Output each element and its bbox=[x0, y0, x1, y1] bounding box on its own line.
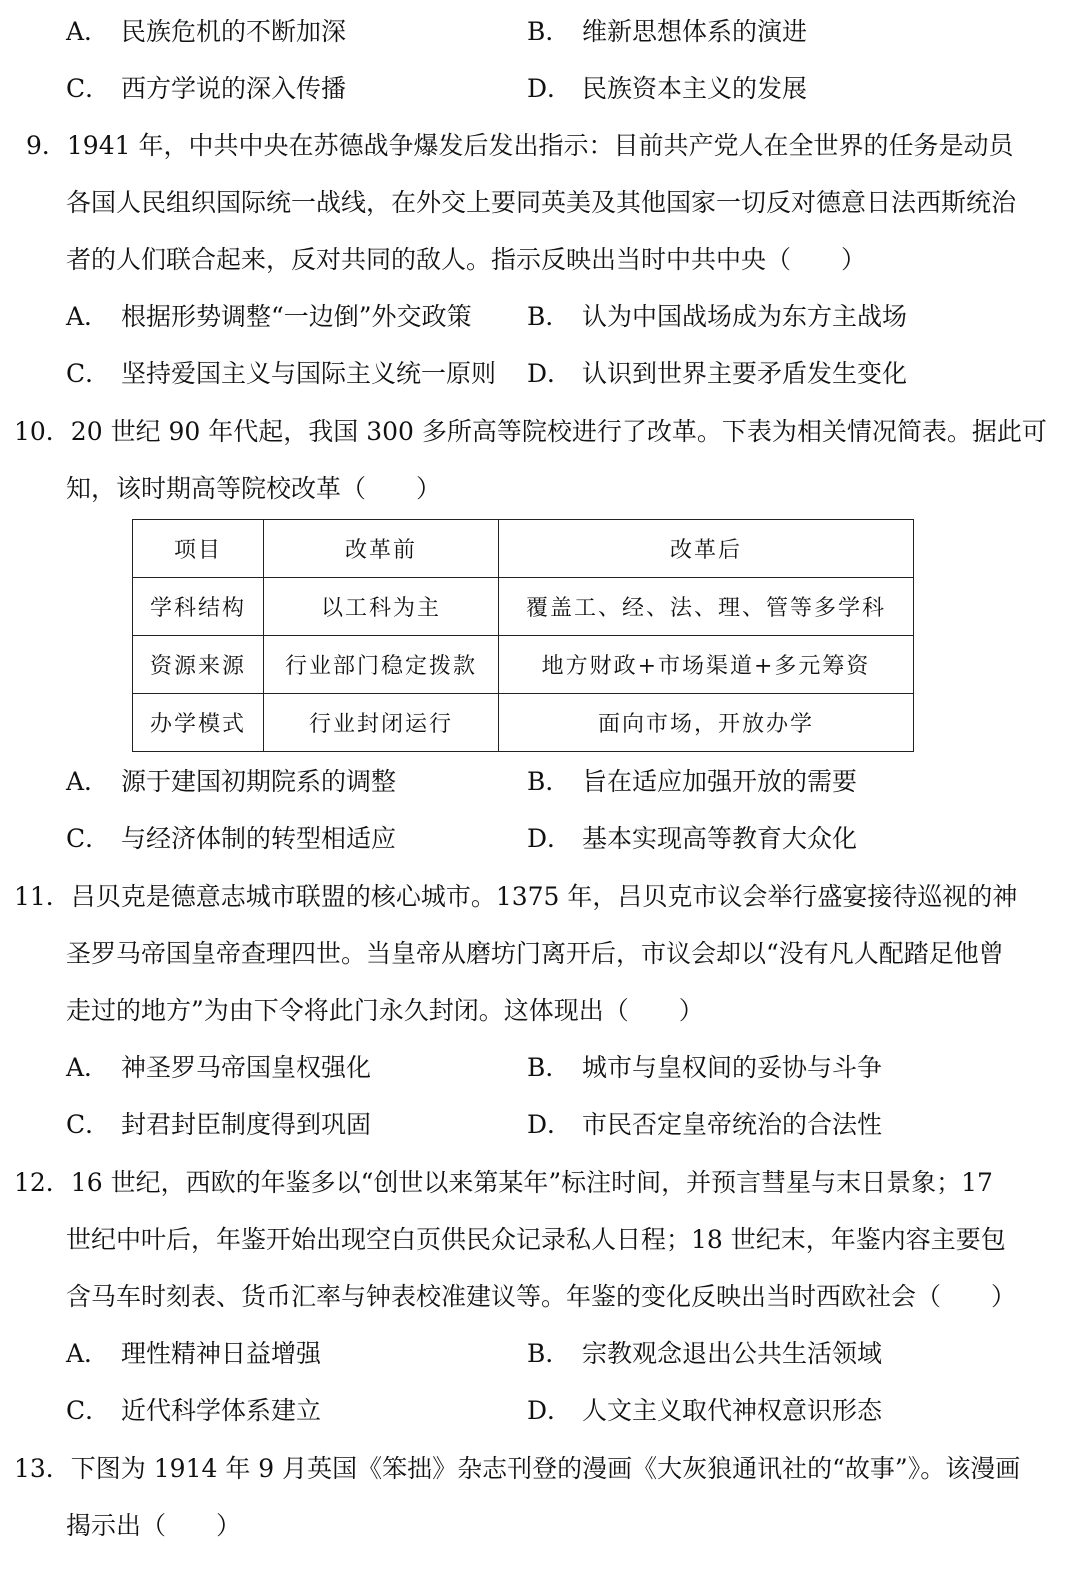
table-cell: 资源来源 bbox=[133, 636, 264, 694]
table-row bbox=[133, 636, 914, 694]
q10-option-b: B． 旨在适应加强开放的需要 bbox=[527, 767, 858, 796]
q12-option-d: D． 人文主义取代神权意识形态 bbox=[527, 1396, 883, 1425]
q12-option-a: A． 理性精神日益增强 bbox=[66, 1339, 322, 1368]
table-cell: 行业封闭运行 bbox=[264, 694, 499, 752]
q12-stem-line-2: 世纪中叶后，年鉴开始出现空白页供民众记录私人日程；18 世纪末，年鉴内容主要包 bbox=[66, 1225, 1006, 1254]
q10-option-a: A． 源于建国初期院系的调整 bbox=[66, 767, 397, 796]
q11-stem-line-3: 走过的地方”为由下令将此门永久封闭。这体现出（ ） bbox=[66, 996, 704, 1025]
q8-option-d: D． 民族资本主义的发展 bbox=[527, 74, 808, 103]
q8-option-c: C． 西方学说的深入传播 bbox=[66, 74, 347, 103]
table-row bbox=[133, 578, 914, 636]
q11-stem-line-2: 圣罗马帝国皇帝查理四世。当皇帝从磨坊门离开后，市议会却以“没有凡人配踏足他曾 bbox=[66, 939, 1004, 968]
table-row bbox=[133, 694, 914, 752]
q12-option-c: C． 近代科学体系建立 bbox=[66, 1396, 322, 1425]
q13-stem-line-2: 揭示出（ ） bbox=[66, 1511, 242, 1540]
q9-stem-line-3: 者的人们联合起来，反对共同的敌人。指示反映出当时中共中央（ ） bbox=[66, 245, 867, 274]
q9-option-a: A． 根据形势调整“一边倒”外交政策 bbox=[66, 302, 472, 331]
q9-option-c: C． 坚持爱国主义与国际主义统一原则 bbox=[66, 359, 497, 388]
q11-option-b: B． 城市与皇权间的妥协与斗争 bbox=[527, 1053, 883, 1082]
q9-option-b: B． 认为中国战场成为东方主战场 bbox=[527, 302, 908, 331]
table-cell: 地方财政+市场渠道+多元筹资 bbox=[499, 636, 914, 694]
table-cell: 行业部门稳定拨款 bbox=[264, 636, 499, 694]
q8-option-b: B． 维新思想体系的演进 bbox=[527, 17, 808, 46]
q9-stem-line-1: 9．1941 年，中共中央在苏德战争爆发后发出指示：目前共产党人在全世界的任务是动员 bbox=[26, 131, 1014, 160]
q10-stem-line-1: 10．20 世纪 90 年代起，我国 300 多所高等院校进行了改革。下表为相关情况简表。据此可 bbox=[14, 417, 1047, 446]
q11-stem-line-1: 11．吕贝克是德意志城市联盟的核心城市。1375 年，吕贝克市议会举行盛宴接待巡视的神 bbox=[14, 882, 1018, 911]
q13-stem-line-1: 13．下图为 1914 年 9 月英国《笨拙》杂志刊登的漫画《大灰狼通讯社的“故事”》。该漫画 bbox=[14, 1454, 1021, 1483]
table-cell: 以工科为主 bbox=[264, 578, 499, 636]
q11-option-d: D． 市民否定皇帝统治的合法性 bbox=[527, 1110, 883, 1139]
table-cell: 办学模式 bbox=[133, 694, 264, 752]
q10-option-d: D． 基本实现高等教育大众化 bbox=[527, 824, 858, 853]
table-header-cell: 改革前 bbox=[264, 520, 499, 578]
q11-option-c: C． 封君封臣制度得到巩固 bbox=[66, 1110, 372, 1139]
reform-table bbox=[132, 519, 914, 752]
table-cell: 面向市场，开放办学 bbox=[499, 694, 914, 752]
q9-option-d: D． 认识到世界主要矛盾发生变化 bbox=[527, 359, 908, 388]
table-header-cell: 项目 bbox=[133, 520, 264, 578]
q10-option-c: C． 与经济体制的转型相适应 bbox=[66, 824, 397, 853]
q12-stem-line-3: 含马车时刻表、货币汇率与钟表校准建议等。年鉴的变化反映出当时西欧社会（ ） bbox=[66, 1282, 1017, 1311]
q8-option-a: A． 民族危机的不断加深 bbox=[66, 17, 347, 46]
table-cell: 覆盖工、经、法、理、管等多学科 bbox=[499, 578, 914, 636]
table-cell: 学科结构 bbox=[133, 578, 264, 636]
q11-option-a: A． 神圣罗马帝国皇权强化 bbox=[66, 1053, 372, 1082]
table-header-cell: 改革后 bbox=[499, 520, 914, 578]
q12-option-b: B． 宗教观念退出公共生活领域 bbox=[527, 1339, 883, 1368]
q10-stem-line-2: 知，该时期高等院校改革（ ） bbox=[66, 474, 442, 503]
q9-stem-line-2: 各国人民组织国际统一战线，在外交上要同英美及其他国家一切反对德意日法西斯统治 bbox=[66, 188, 1017, 217]
table-header-row bbox=[133, 520, 914, 578]
q12-stem-line-1: 12．16 世纪，西欧的年鉴多以“创世以来第某年”标注时间，并预言彗星与末日景象；17 bbox=[14, 1168, 993, 1197]
